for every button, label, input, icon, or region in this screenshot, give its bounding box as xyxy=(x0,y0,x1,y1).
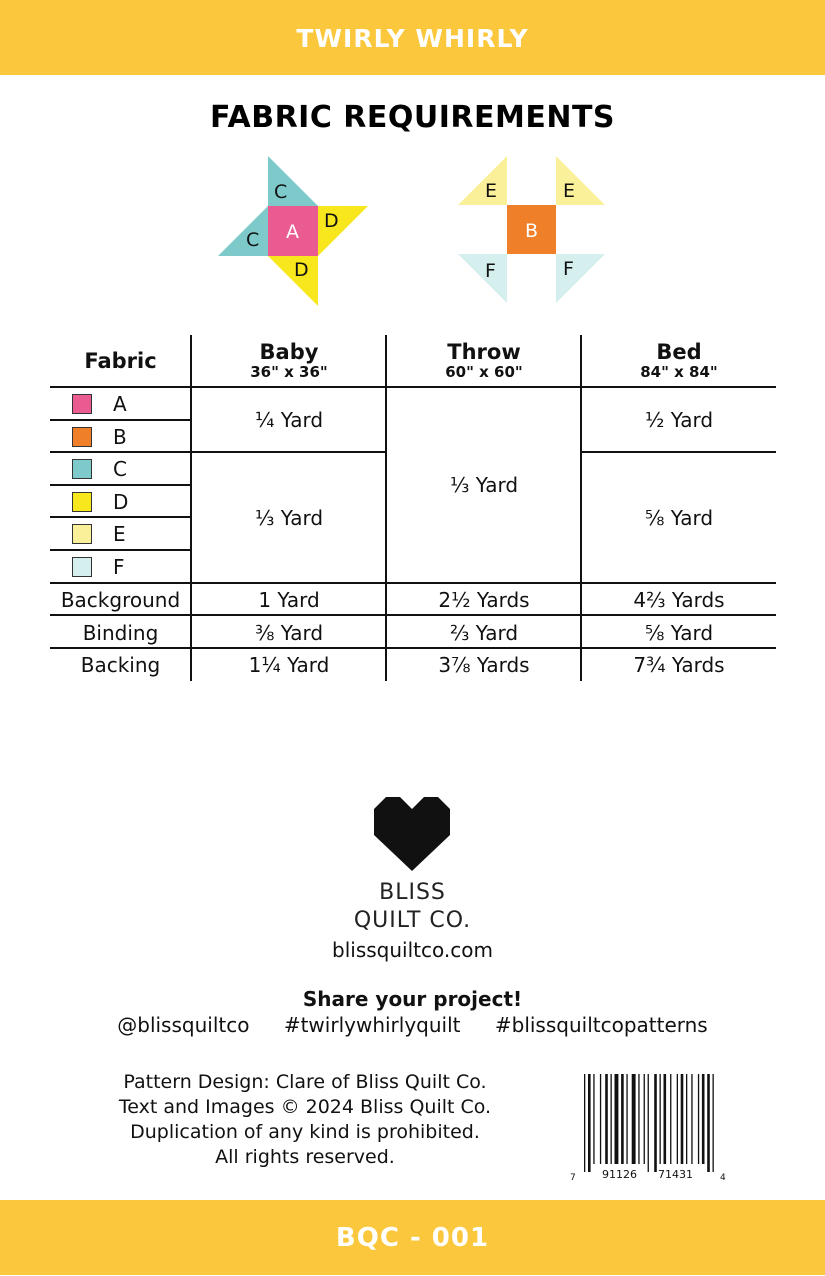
barcode-bar xyxy=(702,1074,705,1164)
barcode-bar xyxy=(681,1074,684,1164)
row-background-bed: 4⅔ Yards xyxy=(633,587,725,612)
triangle-e-left xyxy=(458,156,507,205)
fabric-table xyxy=(50,335,776,681)
barcode-bar xyxy=(584,1074,585,1172)
row-background-throw: 2½ Yards xyxy=(438,587,530,612)
row-background-label: Background xyxy=(60,587,181,612)
barcode-digits-group2: 71431 xyxy=(658,1168,693,1181)
fabric-row-d: D xyxy=(50,486,191,518)
barcode-bar xyxy=(644,1074,645,1164)
row-backing-baby: 1¼ Yard xyxy=(248,652,330,677)
label-d-right: D xyxy=(324,210,339,232)
barcode-digit-right: 4 xyxy=(720,1173,726,1183)
grid-hline xyxy=(50,419,191,421)
fabric-row-b: B xyxy=(50,421,191,453)
grid-hline xyxy=(581,451,776,453)
label-a: A xyxy=(286,221,299,243)
grid-hline xyxy=(50,614,776,616)
website-link[interactable]: blissquiltco.com xyxy=(332,938,493,962)
barcode-bar xyxy=(654,1074,657,1172)
barcode-bar xyxy=(660,1074,661,1164)
barcode-bar xyxy=(593,1074,594,1164)
row-binding-bed: ⅝ Yard xyxy=(644,620,714,645)
barcode-bar xyxy=(713,1074,714,1172)
row-binding-baby: ⅜ Yard xyxy=(254,620,324,645)
label-e-left: E xyxy=(485,180,498,202)
barcode-bar xyxy=(632,1074,636,1164)
swatch-f xyxy=(72,557,92,577)
label-f-right: F xyxy=(563,258,574,280)
barcode-digits-group1: 91126 xyxy=(602,1168,637,1181)
bed-cf-value: ⅝ Yard xyxy=(644,505,714,530)
fabric-row-c: C xyxy=(50,453,191,485)
pinwheel-block xyxy=(218,156,368,306)
triangle-f-left xyxy=(458,254,507,303)
swatch-a xyxy=(72,394,92,414)
barcode-bar xyxy=(626,1074,627,1164)
credit-line: Text and Images © 2024 Bliss Quilt Co. xyxy=(118,1096,492,1118)
pattern-name: TWIRLY WHIRLY xyxy=(296,24,529,53)
heart-logo-icon xyxy=(374,797,450,871)
grid-hline xyxy=(50,484,191,486)
barcode-bar xyxy=(677,1074,678,1164)
barcode-bar xyxy=(588,1074,591,1172)
barcode-digit-left: 7 xyxy=(570,1173,576,1183)
hashtag-brand[interactable]: #blissquiltcopatterns xyxy=(494,1013,708,1037)
grid-hline xyxy=(50,549,191,551)
barcode-bar xyxy=(638,1074,639,1164)
label-f-left: F xyxy=(485,260,496,282)
product-code: BQC - 001 xyxy=(335,1223,490,1253)
barcode-bar xyxy=(648,1074,649,1172)
footer-band xyxy=(0,1200,825,1275)
credits xyxy=(60,1070,550,1170)
barcode-bar xyxy=(670,1074,671,1164)
corner-triangle-block xyxy=(458,156,605,303)
swatch-b xyxy=(72,427,92,447)
barcode-bar xyxy=(698,1074,699,1164)
barcode-bar xyxy=(707,1074,710,1172)
barcode-bar xyxy=(621,1074,624,1164)
barcode xyxy=(568,1072,733,1184)
row-backing-bed: 7¾ Yards xyxy=(633,652,725,677)
grid-hline xyxy=(50,516,191,518)
social-tags xyxy=(0,1013,825,1037)
hashtag-pattern[interactable]: #twirlywhirlyquilt xyxy=(283,1013,461,1037)
swatch-d xyxy=(72,492,92,512)
header-band xyxy=(0,0,825,75)
grid-hline xyxy=(50,582,776,584)
barcode-bar xyxy=(615,1074,619,1164)
label-c-top: C xyxy=(274,181,288,203)
row-backing-label: Backing xyxy=(80,652,161,677)
throw-af-value: ⅓ Yard xyxy=(449,473,519,497)
row-backing-throw: 3⅞ Yards xyxy=(438,652,530,677)
share-heading: Share your project! xyxy=(302,987,523,1011)
barcode-bar xyxy=(686,1074,687,1164)
swatch-e xyxy=(72,524,92,544)
fabric-row-e: E xyxy=(50,518,191,550)
barcode-bar xyxy=(664,1074,667,1164)
barcode-bar xyxy=(600,1074,601,1164)
barcode-bar xyxy=(691,1074,692,1164)
credit-line: Pattern Design: Clare of Bliss Quilt Co. xyxy=(123,1071,487,1093)
label-e-right: E xyxy=(563,180,576,202)
baby-cf-value: ⅓ Yard xyxy=(254,505,324,530)
fabric-row-a: A xyxy=(50,388,191,420)
grid-hline xyxy=(50,451,386,453)
brand-name-line2: QUILT CO. xyxy=(353,908,472,933)
social-handle[interactable]: @blissquiltco xyxy=(117,1013,250,1037)
bed-ab-value: ½ Yard xyxy=(644,408,714,432)
triangle-d-bottom xyxy=(268,256,318,306)
label-b: B xyxy=(525,220,539,242)
header-fabric: Fabric xyxy=(84,349,157,373)
row-binding-throw: ⅔ Yard xyxy=(449,620,519,645)
grid-hline xyxy=(50,647,776,649)
triangle-c-left xyxy=(218,206,268,256)
brand-name-line1: BLISS xyxy=(379,880,446,905)
label-d-bottom: D xyxy=(294,259,309,281)
label-c-left: C xyxy=(246,229,260,251)
header-baby: Baby 36" x 36" xyxy=(250,340,328,381)
baby-ab-value: ¼ Yard xyxy=(254,408,324,432)
grid-hline xyxy=(50,386,776,388)
row-background-baby: 1 Yard xyxy=(258,587,320,612)
swatch-c xyxy=(72,459,92,479)
credit-line: All rights reserved. xyxy=(215,1146,395,1168)
header-throw: Throw 60" x 60" xyxy=(445,340,523,381)
barcode-bar xyxy=(611,1074,612,1164)
header-bed: Bed 84" x 84" xyxy=(640,340,718,381)
page-title: FABRIC REQUIREMENTS xyxy=(209,100,616,135)
credit-line: Duplication of any kind is prohibited. xyxy=(130,1121,480,1143)
barcode-bar xyxy=(605,1074,608,1164)
block-diagrams xyxy=(210,150,620,310)
row-binding-label: Binding xyxy=(82,620,159,645)
fabric-row-f: F xyxy=(50,551,191,583)
